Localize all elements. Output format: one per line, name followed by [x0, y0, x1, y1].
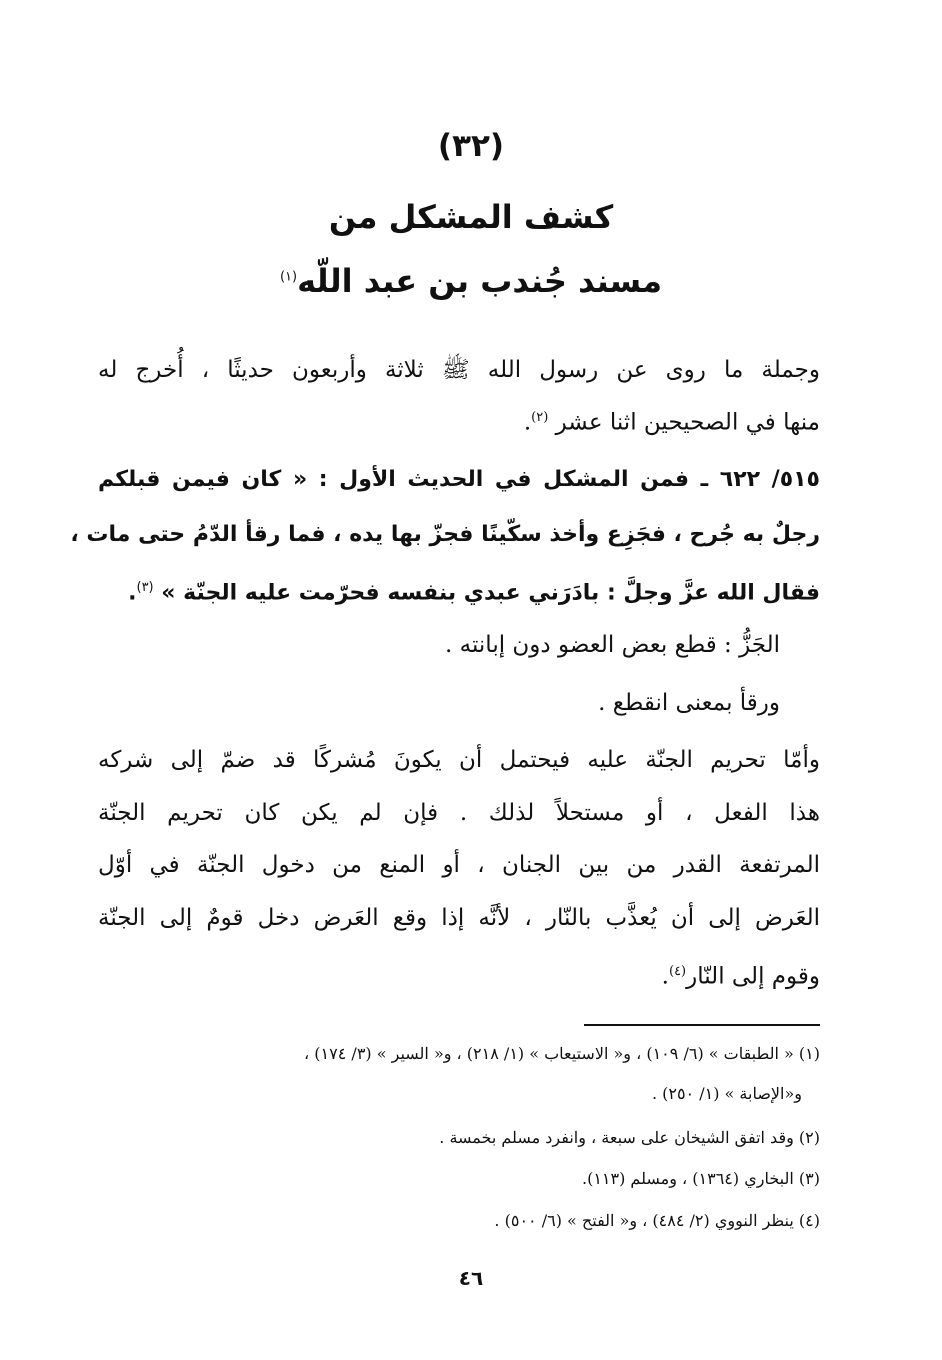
chapter-title-line-1: كشف المشكل من	[328, 198, 614, 236]
intro-line-2-text: منها في الصحيحين اثنا عشر	[555, 409, 820, 436]
footnote-1-line-1: (١) « الطبقات » (٦/ ١٠٩) ، و« الاستيعاب » (١/ ٢١٨) ، و« السير » (٣/ ١٧٤) ،	[304, 1044, 820, 1063]
explanation-line-5-text: وقوم إلى النّار	[686, 963, 820, 990]
explanation-line-2: هذا الفعل ، أو مستحلاً لذلك . فإن لم يكن كان تحريم الجنّة	[98, 800, 820, 826]
hadith-line-3	[98, 568, 820, 613]
explanation-line-5-end: .	[661, 963, 669, 990]
intro-line-2-end: .	[523, 409, 532, 436]
intro-line-1: وجملة ما روى عن رسول الله ﷺ ثلاثة وأربعون حديثًا ، أُخرج له	[98, 357, 820, 383]
gloss-line-1: الجَزُّ : قطع بعض العضو دون إبانته .	[445, 632, 780, 658]
explanation-line-4: العَرض إلى أن يُعذَّب بالنّار ، لأنَّه إذا وقع العَرض دخل قومٌ إلى الجنّة	[98, 905, 820, 931]
explanation-line-3: المرتفعة القدر من بين الجنان ، أو المنع من دخول الجنّة في أوّل	[98, 852, 820, 878]
gloss-line-2: ورقأ بمعنى انقطع .	[598, 690, 780, 716]
hadith-line-3-text: فقال الله عزَّ وجلَّ : بادَرَني عبدي بنفسه فحرّمت عليه الجنّة »	[161, 580, 820, 606]
hadith-line-2: رجلٌ به جُرح ، فجَزِع وأخذ سكّينًا فجزّ بها يده ، فما رقأ الدّمُ حتى مات ،	[70, 522, 820, 547]
hadith-line-3-end: .	[128, 580, 137, 606]
footnote-4: (٤) ينظر النووي (٢/ ٤٨٤) ، و« الفتح » (٦/ ٥٠٠) .	[494, 1211, 820, 1230]
footnote-2: (٢) وقد اتفق الشيخان على سبعة ، وانفرد مسلم بخمسة .	[439, 1128, 820, 1147]
explanation-line-5	[98, 952, 820, 997]
explanation-line-1: وأمّا تحريم الجنّة عليه فيحتمل أن يكونَ مُشركًا قد ضمّ إلى شركه	[98, 747, 820, 773]
hadith-line-1: ٥١٥/ ٦٢٢ ـ فمن المشكل في الحديث الأول : « كان فيمن قبلكم	[98, 467, 820, 492]
footnote-ref-1: (١)	[279, 269, 298, 285]
page-number: ٤٦	[458, 1266, 484, 1290]
footnote-ref-3: (٣)	[136, 580, 154, 595]
footnote-divider	[584, 1024, 820, 1026]
footnote-ref-2: (٢)	[531, 410, 549, 425]
footnote-ref-4: (٤)	[668, 964, 687, 979]
chapter-title-text: مسند جُندب بن عبد اللّه	[297, 262, 663, 300]
footnote-3: (٣) البخاري (١٣٦٤) ، ومسلم (١١٣).	[581, 1169, 820, 1188]
chapter-number: (٣٢)	[437, 128, 505, 164]
intro-line-2	[98, 398, 820, 443]
chapter-title-line-2	[0, 262, 942, 300]
footnote-1-line-2: و«الإصابة » (١/ ٢٥٠) .	[651, 1084, 802, 1103]
